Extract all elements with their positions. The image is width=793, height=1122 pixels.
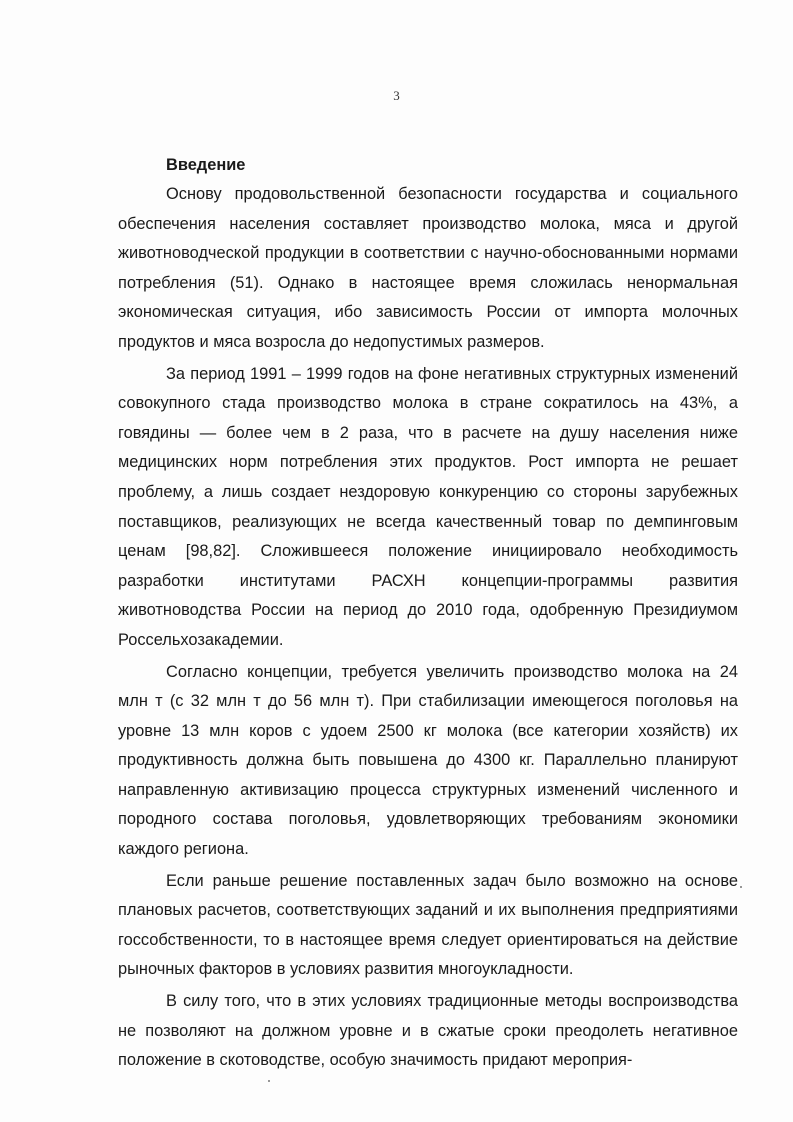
paragraph: Основу продовольственной безопасности государства и социального обеспечения населения составляет производство молока, мяса и другой животноводческой продукции в соответствии с научно-обоснованными нормами потребления (51). Однако в настоящее время сложилась ненормальная экономическая ситуация, ибо зависимость России от импорта молочных продуктов и мяса возросла до недопустимых размеров.	[118, 185, 738, 351]
paragraph: Если раньше решение поставленных задач было возможно на основе плановых расчетов, соответствующих заданий и их выполнения предприятиями госсобственности, то в настоящее время следует ориентироваться на действие рыночных факторов в условиях развития многоукладности.	[118, 871, 738, 979]
paragraph: За период 1991 – 1999 годов на фоне негативных структурных изменений совокупного стада производство молока в стране сократилось на 43%, а говядины — более чем в 2 раза, что в расчете на душу населения ниже медицинских норм потребления этих продуктов. Рост импорта не решает проблему, а лишь создает нездоровую конкуренцию со стороны зарубежных поставщиков, реализующих не всегда качественный товар по демпинговым ценам [98,82]. Сложившееся положение инициировало необходимость разработки институтами РАСХН концепции-программы развития животноводства России на период до 2010 года, одобренную Президиумом Россельхозакадемии.	[118, 364, 738, 649]
page-number: 3	[393, 88, 400, 103]
scan-speck	[740, 886, 742, 888]
paragraph: В силу того, что в этих условиях традиционные методы воспроизводства не позволяют на должном уровне и в сжатые сроки преодолеть негативное положение в скотоводстве, особую значимость придают мероприя-	[118, 992, 738, 1070]
paragraph: Согласно концепции, требуется увеличить производство молока на 24 млн т (с 32 млн т до 56 млн т). При стабилизации имеющегося поголовья на уровне 13 млн коров с удоем 2500 кг молока (все категории хозяйств) их продуктивность должна быть повышена до 4300 кг. Параллельно планируют направленную активизацию процесса структурных изменений численного и породного состава поголовья, удовлетворяющих требованиям экономики каждого региона.	[118, 662, 738, 859]
document-body	[118, 152, 738, 1076]
scan-speck	[268, 1080, 270, 1082]
section-heading: Введение	[166, 156, 246, 174]
